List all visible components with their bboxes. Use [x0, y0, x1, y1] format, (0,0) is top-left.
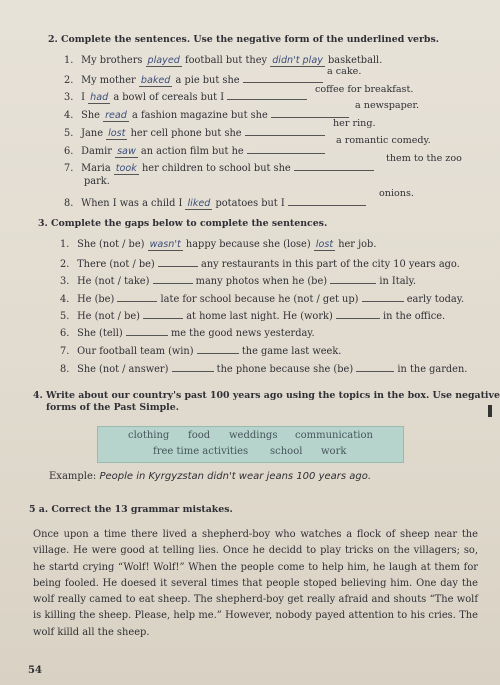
item-text: She — [81, 110, 100, 121]
item-text: the phone because she (be) — [216, 364, 354, 375]
item-text: happy because she (lose) — [185, 239, 311, 250]
ex2-item-3-end: coffee for breakfast. — [315, 84, 414, 95]
item-number: 3. — [60, 276, 70, 287]
answer-blank[interactable] — [336, 309, 380, 319]
exercise-3-title: 3. Complete the gaps below to complete the sentences. — [38, 218, 328, 229]
item-text: late for school because he (not / get up) — [160, 294, 359, 305]
ex2-item-6-end: a romantic comedy. — [336, 135, 431, 146]
item-number: 7. — [64, 163, 74, 174]
item-text: a fashion magazine but she — [132, 110, 268, 121]
handwritten-answer: liked — [187, 198, 211, 209]
answer-blank[interactable] — [245, 126, 325, 136]
topic-item: free time activities — [153, 446, 249, 457]
item-number: 1. — [60, 239, 70, 250]
answer-blank[interactable] — [117, 292, 157, 302]
ex3-item-1 — [60, 239, 376, 250]
item-text: an action film but he — [140, 146, 244, 157]
handwritten-answer: lost — [315, 239, 334, 250]
item-text: in the garden. — [397, 364, 468, 375]
exercise-5-title: 5 a. Correct the 13 grammar mistakes. — [29, 504, 233, 515]
item-text: Our football team (win) — [77, 346, 194, 357]
handwritten-answer: had — [90, 92, 109, 103]
ex3-item-8 — [60, 362, 467, 375]
item-text: in the office. — [383, 311, 446, 322]
item-number: 8. — [64, 198, 74, 209]
item-text: football but they — [184, 55, 268, 66]
ex3-item-4 — [60, 292, 464, 305]
item-number: 4. — [64, 110, 74, 121]
item-text: her children to school but she — [141, 163, 291, 174]
topic-item: work — [321, 446, 347, 457]
item-number: 2. — [64, 75, 74, 86]
example-text: People in Kyrgyzstan didn't wear jeans 100 years ago. — [99, 471, 372, 482]
ex2-item-2 — [64, 73, 323, 86]
answer-blank[interactable] — [227, 90, 307, 100]
item-text: She (not / be) — [77, 239, 145, 250]
item-text: potatoes but I — [215, 198, 285, 209]
answer-blank[interactable] — [153, 274, 193, 284]
ex2-item-5 — [64, 126, 325, 139]
item-text: me the good news yesterday. — [170, 328, 315, 339]
item-number: 6. — [60, 328, 70, 339]
ex2-item-1 — [64, 55, 382, 66]
answer-blank[interactable] — [288, 196, 366, 206]
item-number: 2. — [60, 259, 70, 270]
item-text: My mother — [81, 75, 136, 86]
answer-blank[interactable] — [158, 257, 198, 267]
answer-blank[interactable] — [197, 344, 239, 354]
item-text: early today. — [406, 294, 465, 305]
item-text: basketball. — [328, 55, 383, 66]
example-label: Example: — [49, 471, 97, 482]
item-text: When I was a child I — [81, 198, 183, 209]
item-text: She (tell) — [77, 328, 123, 339]
page-tab-mark — [488, 405, 492, 417]
handwritten-answer: saw — [117, 146, 136, 157]
answer-blank[interactable] — [243, 73, 323, 83]
ex3-item-3 — [60, 274, 416, 287]
item-number: 1. — [64, 55, 74, 66]
ex3-item-7 — [60, 344, 341, 357]
item-number: 6. — [64, 146, 74, 157]
item-text: She (not / answer) — [77, 364, 169, 375]
handwritten-answer: baked — [140, 75, 171, 86]
ex3-item-6 — [60, 326, 315, 339]
answer-blank[interactable] — [143, 309, 183, 319]
ex2-item-6 — [64, 144, 325, 157]
item-number: 8. — [60, 364, 70, 375]
topic-item: weddings — [229, 430, 278, 441]
item-text: Maria — [81, 163, 111, 174]
ex3-item-5 — [60, 309, 445, 322]
ex2-item-7 — [64, 161, 374, 174]
ex2-item-8-end: onions. — [379, 188, 414, 199]
handwritten-answer: took — [115, 163, 137, 174]
item-text: her job. — [338, 239, 377, 250]
item-text: many photos when he (be) — [195, 276, 328, 287]
item-number: 5. — [60, 311, 70, 322]
exercise-4-title-line1: 4. Write about our country's past 100 years ago using the topics in the box. Use negative — [33, 390, 500, 401]
ex2-item-7-cont: park. — [84, 176, 110, 187]
item-text: He (not / be) — [77, 311, 140, 322]
item-text: in Italy. — [379, 276, 417, 287]
answer-blank[interactable] — [330, 274, 376, 284]
example-line — [49, 471, 371, 482]
handwritten-answer: didn't play — [272, 55, 323, 66]
handwritten-answer: wasn't — [149, 239, 181, 250]
answer-blank[interactable] — [247, 144, 325, 154]
answer-blank[interactable] — [271, 108, 349, 118]
topic-item: food — [188, 430, 211, 441]
topic-item: school — [270, 446, 303, 457]
ex3-item-2 — [60, 257, 460, 270]
item-text: My brothers — [81, 55, 143, 66]
item-text: There (not / be) — [77, 259, 155, 270]
ex2-item-8 — [64, 196, 366, 209]
ex2-item-5-end: her ring. — [333, 118, 376, 129]
answer-blank[interactable] — [126, 326, 168, 336]
item-text: any restaurants in this part of the city 10 years ago. — [201, 259, 460, 270]
exercise-4-title-line2: forms of the Past Simple. — [46, 402, 179, 413]
item-text: I — [81, 92, 85, 103]
item-number: 3. — [64, 92, 74, 103]
ex2-item-3 — [64, 90, 307, 103]
topic-item: clothing — [128, 430, 170, 441]
item-text: Jane — [81, 128, 104, 139]
topic-item: communication — [295, 430, 373, 441]
handwritten-answer: lost — [108, 128, 126, 139]
item-text: the game last week. — [241, 346, 342, 357]
item-text: He (not / take) — [77, 276, 150, 287]
item-text: a pie but she — [175, 75, 240, 86]
item-text: her cell phone but she — [130, 128, 242, 139]
item-number: 5. — [64, 128, 74, 139]
answer-blank[interactable] — [172, 362, 214, 372]
answer-blank[interactable] — [356, 362, 394, 372]
handwritten-answer: read — [105, 110, 127, 121]
ex2-item-7-end: them to the zoo — [386, 153, 462, 164]
item-text: He (be) — [77, 294, 115, 305]
item-number: 7. — [60, 346, 70, 357]
ex2-item-4 — [64, 108, 349, 121]
item-text: Damir — [81, 146, 112, 157]
handwritten-answer: played — [147, 55, 180, 66]
page-number: 54 — [28, 665, 42, 676]
ex2-item-2-end: a cake. — [327, 66, 362, 77]
item-text: at home last night. He (work) — [186, 311, 333, 322]
answer-blank[interactable] — [294, 161, 374, 171]
ex2-item-4-end: a newspaper. — [355, 100, 420, 111]
story-paragraph: Once upon a time there lived a shepherd-boy who watches a flock of sheep near the village. He were good at telling lies. Once he decidd to play tricks on the villagers; so, he startd crying “Wolf! Wolf!” When the people come to help him, he laugh at them for being fooled. He doesed it several times that people stoped believing him. One day the wolf really camed to eat sheep. The shepherd-boy get really afraid and shouts “The wolf is killing the sheep. Please, help me.” However, nobody payed attention to his cries. The wolf killd all the sheep. — [33, 529, 478, 638]
topics-box — [97, 426, 404, 463]
item-text: a bowl of cereals but I — [113, 92, 225, 103]
exercise-2-title: 2. Complete the sentences. Use the negative form of the underlined verbs. — [48, 34, 439, 45]
answer-blank[interactable] — [362, 292, 404, 302]
item-number: 4. — [60, 294, 70, 305]
